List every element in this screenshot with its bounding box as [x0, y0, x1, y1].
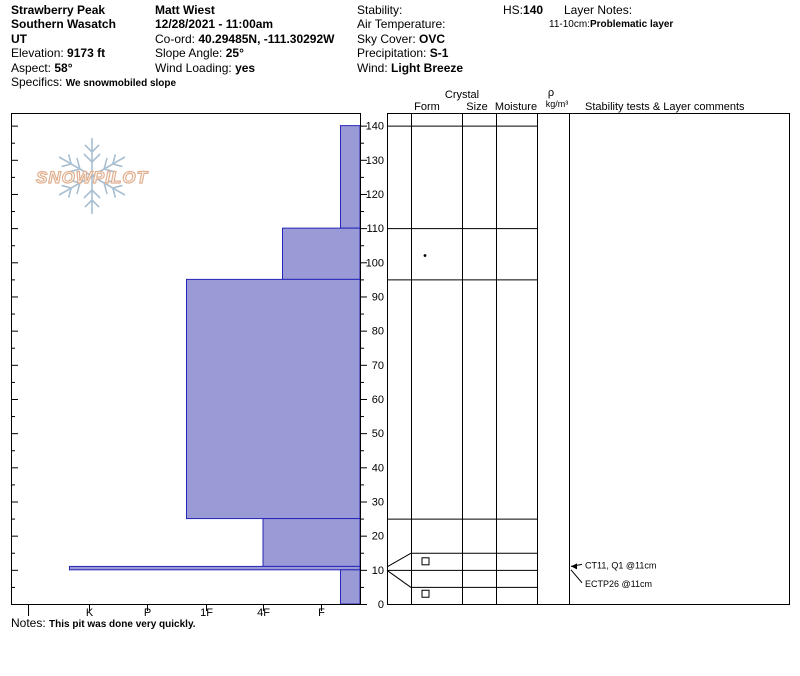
- layer-table-frame: [388, 114, 790, 605]
- stability-test-label: ECTP26 @11cm: [585, 578, 652, 589]
- depth-axis: [360, 113, 384, 611]
- coord-label: Co-ord:: [155, 32, 196, 46]
- depth-tick-label: 120: [365, 188, 384, 201]
- flake-branch: [92, 154, 100, 162]
- sky-label: Sky Cover:: [357, 32, 416, 46]
- wind-loading-label: Wind Loading:: [155, 61, 232, 75]
- layer-connector: [387, 553, 411, 567]
- coord-value: 40.29485N, -111.30292W: [198, 32, 335, 46]
- flake-branch: [92, 200, 99, 207]
- depth-tick-label: 100: [365, 257, 384, 270]
- col-rho: ρ: [547, 87, 555, 99]
- col-form: Form: [414, 101, 440, 113]
- hardness-layer-5: [341, 570, 361, 604]
- arrow-left-icon: [571, 563, 577, 569]
- specifics-label: Specifics:: [11, 75, 63, 89]
- stability-label: Stability:: [357, 3, 403, 17]
- elevation-value: 9173 ft: [67, 46, 106, 60]
- flake-branch: [85, 145, 92, 152]
- observer-name: Matt Wiest: [155, 3, 215, 17]
- hardness-layer-1: [283, 228, 361, 279]
- hardness-tick-label: F: [318, 607, 325, 619]
- hardness-layer-0: [341, 126, 361, 229]
- depth-tick-label: 130: [365, 154, 384, 167]
- aspect-value: 58°: [54, 61, 73, 75]
- hardness-layer-4: [70, 566, 361, 569]
- layer-connector: [387, 570, 411, 587]
- depth-tick-label: 80: [371, 325, 384, 338]
- hardness-tick-label: K: [85, 607, 94, 619]
- sky-value: OVC: [419, 32, 446, 46]
- flake-branch: [84, 154, 92, 162]
- hardness-tick-label: P: [143, 607, 152, 619]
- grain-dot-icon: [424, 254, 427, 257]
- stability-test-leader: [571, 570, 582, 583]
- layer-note-text: Problematic layer: [589, 19, 674, 30]
- observation-datetime: 12/28/2021 - 11:00am: [155, 17, 274, 31]
- air-temp-label: Air Temperature:: [357, 17, 446, 31]
- slope-label: Slope Angle:: [155, 46, 223, 60]
- depth-tick-label: 10: [371, 564, 384, 577]
- stability-test-label: CT11, Q1 @11cm: [585, 560, 657, 571]
- depth-tick-label: 30: [371, 496, 384, 509]
- col-crystal: Crystal: [444, 89, 480, 101]
- hardness-axis: [27, 605, 325, 619]
- depth-tick-label: 110: [366, 223, 384, 236]
- flake-branch: [85, 200, 92, 207]
- hardness-tick-label: 4F: [257, 607, 270, 619]
- depth-tick-label: 90: [371, 291, 384, 304]
- grain-square-icon: [422, 558, 429, 565]
- depth-tick-label: 40: [371, 462, 384, 475]
- notes-label: Notes:: [11, 616, 46, 630]
- depth-tick-label: 70: [371, 359, 384, 372]
- precip-value: S-1: [429, 46, 449, 60]
- hs-value: 140: [523, 3, 544, 17]
- grain-symbols: [422, 254, 429, 597]
- stability-tests: [571, 560, 656, 588]
- flake-branch: [84, 190, 92, 198]
- hardness-tick-label: 1F: [200, 607, 213, 619]
- flake-branch: [92, 190, 100, 198]
- col-moisture: Moisture: [494, 101, 538, 113]
- grain-square-icon: [422, 590, 429, 597]
- depth-tick-label: 60: [371, 393, 384, 406]
- col-density-unit: kg/m³: [545, 99, 569, 109]
- depth-tick-label: 20: [371, 530, 384, 543]
- flake-branch: [62, 164, 72, 167]
- location-name: Strawberry Peak: [11, 3, 106, 17]
- wind-value: Light Breeze: [391, 61, 464, 75]
- hardness-layer-2: [187, 279, 361, 518]
- elevation-label: Elevation:: [11, 46, 64, 60]
- hardness-tick-label: I: [26, 607, 31, 619]
- layer-notes-label: Layer Notes:: [564, 3, 633, 17]
- col-comments: Stability tests & Layer comments: [585, 101, 745, 113]
- hs-label: HS:: [503, 3, 524, 17]
- hardness-layers: [70, 126, 361, 604]
- aspect-label: Aspect:: [11, 61, 52, 75]
- precip-label: Precipitation:: [357, 46, 427, 60]
- slope-value: 25°: [225, 46, 244, 60]
- notes-value: This pit was done very quickly.: [49, 619, 196, 630]
- depth-tick-label: 140: [365, 120, 384, 133]
- snowpilot-logo: [36, 138, 149, 214]
- col-size: Size: [466, 101, 488, 113]
- wind-label: Wind:: [357, 61, 388, 75]
- flake-branch: [113, 164, 123, 167]
- depth-ticks-left: [11, 126, 18, 604]
- specifics-value: We snowmobiled slope: [65, 78, 177, 89]
- layer-note-range: 11-10cm:: [549, 19, 590, 30]
- state-name: UT: [11, 32, 27, 46]
- range-name: Southern Wasatch: [11, 17, 116, 31]
- depth-tick-label: 0: [377, 599, 384, 611]
- wind-loading-value: yes: [235, 61, 256, 75]
- hardness-layer-3: [263, 519, 360, 567]
- depth-tick-label: 50: [371, 428, 384, 441]
- flake-branch: [92, 145, 99, 152]
- logo-text: SNOWPILOT: [36, 168, 148, 187]
